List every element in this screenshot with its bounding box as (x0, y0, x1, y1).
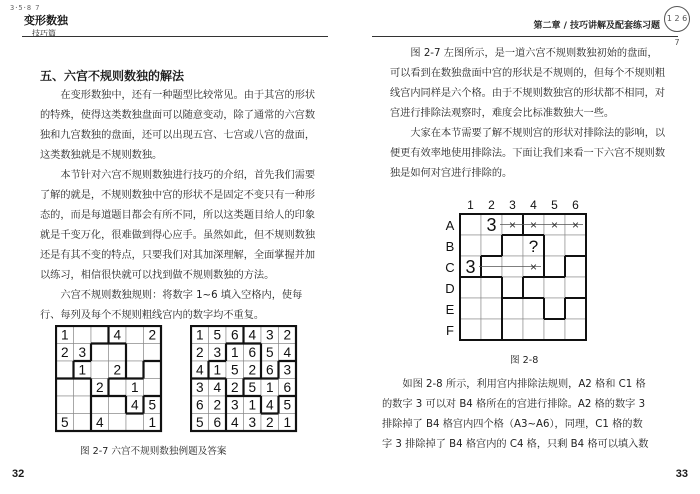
cell-digit: 4 (213, 380, 222, 396)
figure-caption: 图 2-8 (510, 355, 539, 366)
cell-digit: 4 (195, 362, 204, 378)
given-digit: 3 (465, 257, 476, 278)
cell-digit: 2 (113, 362, 122, 378)
header-rule (372, 36, 678, 37)
cell-digit: 5 (60, 415, 69, 431)
cell-digit: 1 (130, 380, 139, 396)
cell-digit: 3 (230, 397, 239, 413)
cell-digit: 2 (195, 345, 204, 361)
column-label: 4 (530, 198, 537, 212)
grid-cell (544, 298, 565, 319)
cell-digit: 2 (248, 362, 257, 378)
grid-cell (460, 319, 481, 340)
grid-cell (144, 379, 162, 397)
grid-cell (109, 379, 127, 397)
cell-digit: 2 (148, 327, 157, 343)
grid-cell (109, 414, 127, 432)
grid-cell (565, 235, 586, 256)
cell-digit: 4 (283, 345, 292, 361)
puzzle-grid (55, 325, 163, 433)
cell-digit: 3 (265, 327, 274, 343)
paragraph: 六宫不规则数独规则：将数字 1~6 填入空格内，使每行、每列及每个不规则粗线宫内的数字均不重复。 (40, 290, 303, 321)
grid-cell (565, 298, 586, 319)
cross-mark: × (550, 218, 559, 233)
grid-cell (56, 396, 74, 414)
cell-digit: 1 (230, 345, 239, 361)
paragraph: 在变形数独中，还有一种题型比较常见。由于其宫的形状的特殊，使得这类数独盘面可以随意变动，除了通常的六宫数独和九宫数独的盘面，还可以出现五宫、七宫或八宫的盘面，这类数独就是不规则数独。 (40, 90, 316, 161)
grid-cell (74, 414, 92, 432)
grid-cell (74, 379, 92, 397)
book-logo (6, 4, 76, 46)
row-label: D (445, 280, 455, 296)
cell-digit: 4 (248, 327, 257, 343)
grid-cell (523, 298, 544, 319)
logo-title: 变形数独 (24, 14, 68, 27)
grid-cell (565, 319, 586, 340)
grid-cell (460, 298, 481, 319)
cell-digit: 3 (248, 415, 257, 431)
page-number: 33 (675, 468, 688, 480)
grid-cell (502, 319, 523, 340)
right-header (350, 4, 700, 48)
cell-digit: 3 (283, 362, 292, 378)
cell-digit: 1 (248, 397, 257, 413)
grid-cell (544, 256, 565, 277)
grid-cell (144, 361, 162, 379)
grid-cell (126, 361, 144, 379)
cell-digit: 1 (195, 327, 204, 343)
grid-cell (56, 361, 74, 379)
cell-digit: 5 (148, 397, 157, 413)
figure-caption: 图 2-7 六宫不规则数独例题及答案 (80, 446, 227, 457)
grid-cell (544, 319, 565, 340)
grid-cell (109, 344, 127, 362)
grid-cell (126, 326, 144, 344)
text-line: 排除掉了 B4 格宫内四个格（A3~A6），同理，C1 格的数 (382, 419, 643, 430)
cell-digit: 3 (78, 345, 87, 361)
cell-digit: 6 (230, 327, 239, 343)
grid-cell (523, 319, 544, 340)
row-label: A (445, 217, 455, 233)
grid-cell (565, 277, 586, 298)
left-body-text (40, 86, 316, 326)
cross-mark: × (529, 260, 538, 275)
cross-mark: × (508, 218, 517, 233)
right-page (350, 0, 700, 494)
grid-cell (109, 396, 127, 414)
cross-mark: × (529, 218, 538, 233)
text-line: 的数字 3 可以对 B4 格所在的宫进行排除。A2 格的数字 3 (382, 399, 646, 410)
page-number: 32 (12, 468, 25, 480)
grid-cell (460, 277, 481, 298)
grid-cell (56, 379, 74, 397)
grid-cell (481, 319, 502, 340)
cell-digit: 3 (195, 380, 204, 396)
cell-digit: 6 (248, 345, 257, 361)
question-mark: ? (528, 236, 539, 256)
cell-digit: 2 (60, 345, 69, 361)
cell-digit: 5 (248, 380, 257, 396)
section-title: 五、六宫不规则数独的解法 (40, 69, 185, 83)
paragraph: 图 2-7 左图所示，是一道六宫不规则数独初始的盘面，可以看到在数独盘面中宫的形状是不规则的，但每个不规则粗线宫内同样是六个格。由于不规则数独宫的形状都不相同，对宫进行排除法观察时，难度会比标准数独大一些。 (390, 48, 666, 119)
grid-cell (91, 344, 109, 362)
left-header (0, 4, 350, 48)
cell-digit: 4 (265, 397, 274, 413)
grid-cell (74, 326, 92, 344)
column-label: 1 (467, 198, 474, 212)
cell-digit: 1 (148, 415, 157, 431)
answer-grid (190, 325, 298, 433)
right-body-text (390, 44, 666, 184)
cell-digit: 5 (230, 362, 239, 378)
row-label: B (445, 238, 455, 254)
cell-digit: 6 (283, 380, 292, 396)
grid-cell (91, 326, 109, 344)
cell-digit: 1 (265, 380, 274, 396)
logo-decoration: 3·5·8 7 (10, 4, 40, 12)
given-digit: 3 (486, 215, 497, 236)
grid-cell (460, 235, 481, 256)
cell-digit: 6 (195, 397, 204, 413)
cell-digit: 4 (113, 327, 122, 343)
cell-digit: 6 (265, 362, 274, 378)
grid-cell (144, 344, 162, 362)
row-label: F (446, 322, 454, 338)
grid-cell (91, 361, 109, 379)
column-label: 3 (509, 198, 516, 212)
text-line: 如图 2-8 所示，利用宫内排除法规则，A2 格和 C1 格 (402, 379, 646, 390)
cell-digit: 2 (230, 380, 239, 396)
cell-digit: 2 (95, 380, 104, 396)
cell-digit: 2 (213, 397, 222, 413)
grid-cell (481, 277, 502, 298)
row-label: C (445, 259, 455, 275)
grid-cell (460, 214, 481, 235)
header-rule (22, 36, 328, 37)
grid-cell (502, 298, 523, 319)
cell-digit: 1 (283, 415, 292, 431)
grid-cell (126, 414, 144, 432)
cell-digit: 6 (213, 415, 222, 431)
cell-digit: 2 (283, 327, 292, 343)
cell-digit: 1 (60, 327, 69, 343)
chapter-title: 第二章 / 技巧讲解及配套练习题 (533, 21, 660, 31)
grid-cell (544, 277, 565, 298)
cell-digit: 5 (213, 327, 222, 343)
column-label: 5 (551, 198, 558, 212)
grid-cell (481, 235, 502, 256)
grid-cell (565, 256, 586, 277)
grid-cell (502, 235, 523, 256)
cell-digit: 1 (78, 362, 87, 378)
column-label: 2 (488, 198, 495, 212)
cell-digit: 5 (283, 397, 292, 413)
grid-cell (502, 277, 523, 298)
cell-digit: 1 (213, 362, 222, 378)
paragraph: 本节针对六宫不规则数独进行技巧的介绍，首先我们需要了解的就是，不规则数独中宫的形状不是固定不变只有一种形态的，而是每道题目都会有所不同，所以这类题目给人的印象就是千变万化，很难做到得心应手。虽然如此，但不规则数独还是有其不变的特点，只要我们对其加深理解，全面掌握并加以练习，相信很快就可以找到做不规则数独的方法。 (40, 170, 316, 281)
cell-digit: 4 (230, 415, 239, 431)
cell-digit: 4 (130, 397, 139, 413)
text-line: 字 3 排除掉了 B4 格宫内的 C4 格，只剩 B4 格可以填入数 (382, 439, 649, 450)
row-label: E (445, 301, 455, 317)
cell-digit: 4 (95, 415, 104, 431)
cross-mark: × (571, 218, 580, 233)
cell-digit: 5 (195, 415, 204, 431)
grid-cell (126, 344, 144, 362)
cell-digit: 5 (265, 345, 274, 361)
cell-digit: 2 (265, 415, 274, 431)
cell-digit: 3 (213, 345, 222, 361)
logo-subtitle: 技巧篇 (32, 29, 56, 38)
mascot-icon: 1 2 6 7 (664, 6, 690, 32)
grid-cell (523, 277, 544, 298)
example-grid (442, 196, 602, 346)
column-label: 6 (572, 198, 579, 212)
grid-cell (91, 396, 109, 414)
grid-cell (544, 235, 565, 256)
right-body-text-2 (382, 375, 672, 455)
grid-cell (74, 396, 92, 414)
grid-cell (481, 298, 502, 319)
paragraph: 大家在本节需要了解不规则宫的形状对排除法的影响，以便更有效率地使用排除法。下面让我们来看一下六宫不规则数独是如何对宫进行排除的。 (390, 128, 666, 179)
